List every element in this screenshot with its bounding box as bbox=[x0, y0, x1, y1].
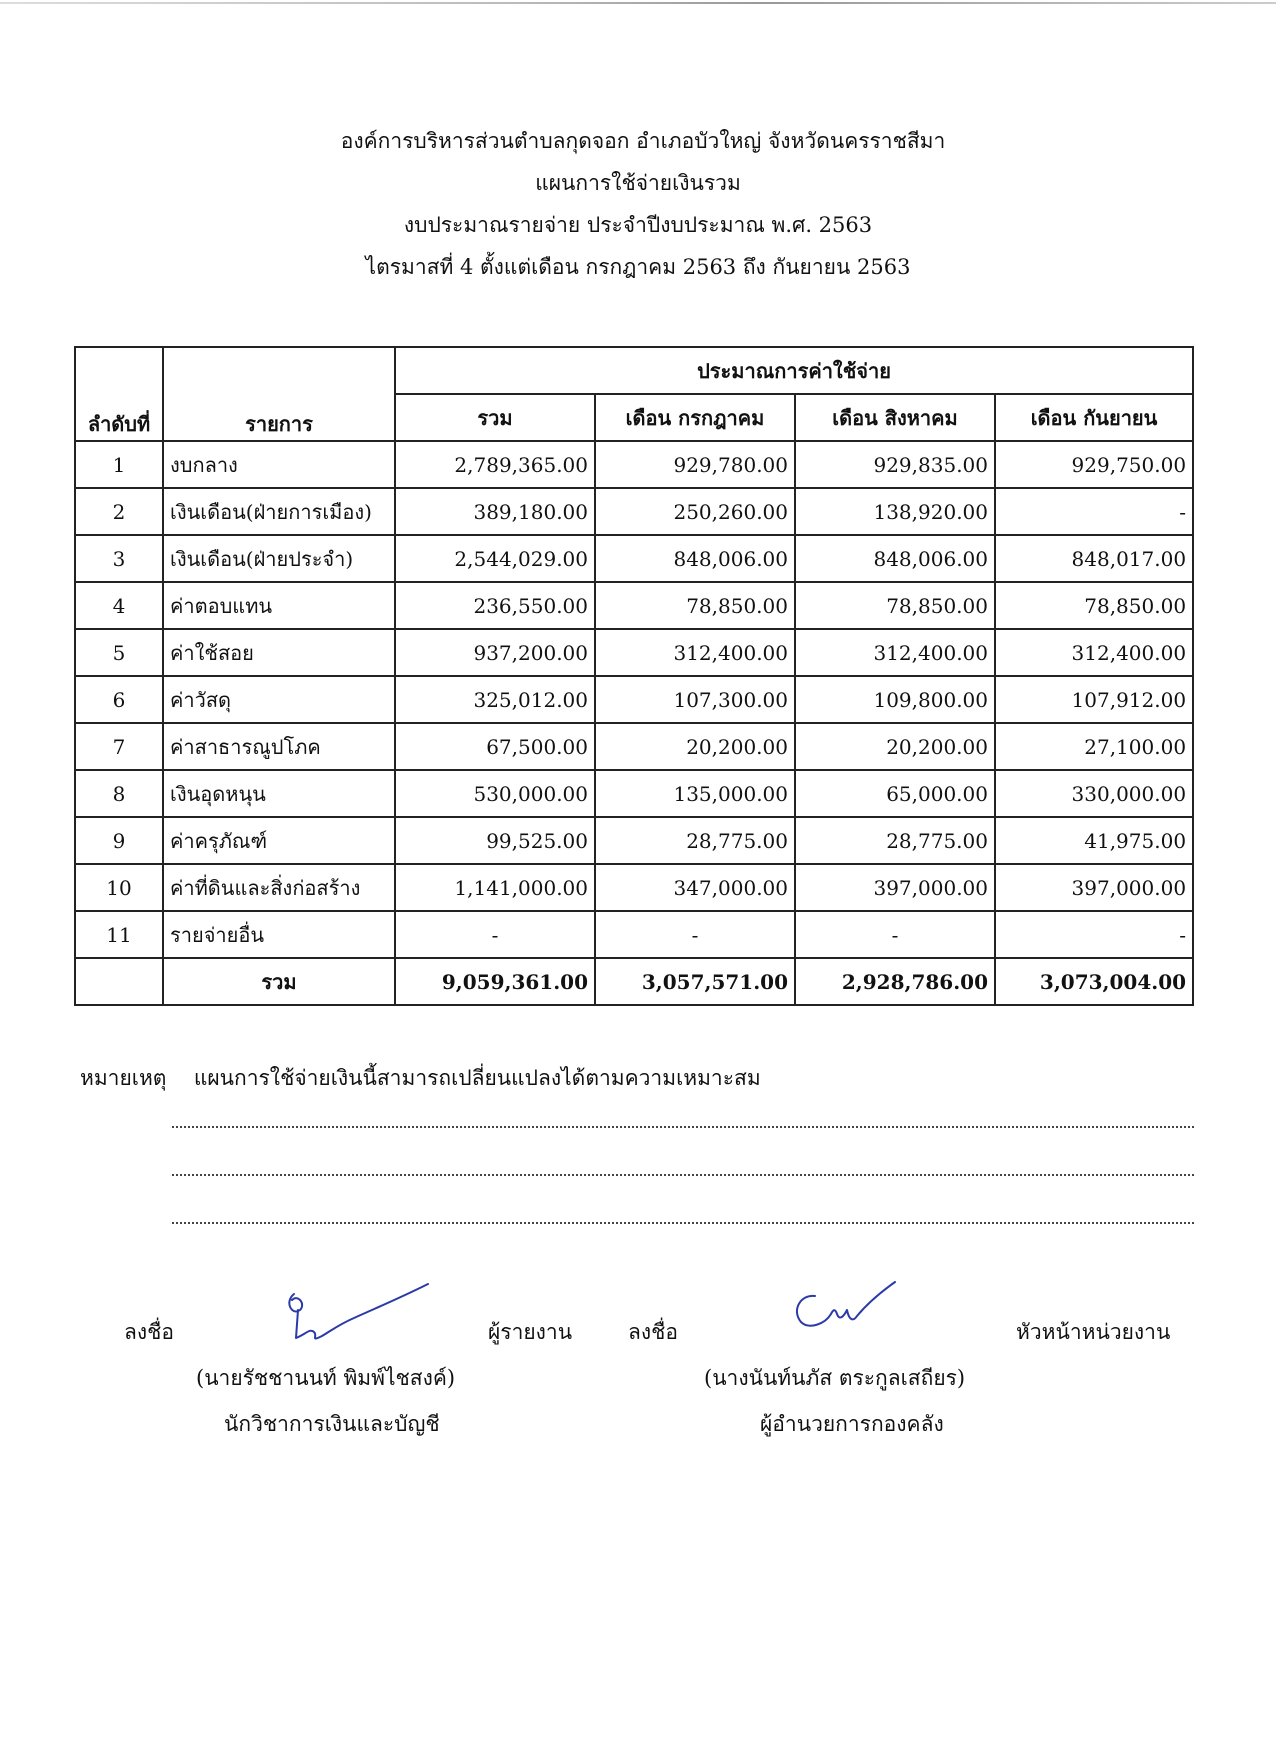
row-september: 330,000.00 bbox=[995, 770, 1193, 817]
col-header-item: รายการ bbox=[163, 347, 395, 441]
row-august: 109,800.00 bbox=[795, 676, 995, 723]
row-july: 929,780.00 bbox=[595, 441, 795, 488]
col-header-total: รวม bbox=[395, 394, 595, 441]
remark-label: หมายเหตุ bbox=[80, 1066, 167, 1090]
row-september: 397,000.00 bbox=[995, 864, 1193, 911]
left-signer-position: นักวิชาการเงินและบัญชี bbox=[224, 1412, 440, 1436]
row-july: 250,260.00 bbox=[595, 488, 795, 535]
row-item: ค่าสาธารณูปโภค bbox=[163, 723, 395, 770]
row-total: 937,200.00 bbox=[395, 629, 595, 676]
row-no: 6 bbox=[75, 676, 163, 723]
row-item: ค่าที่ดินและสิ่งก่อสร้าง bbox=[163, 864, 395, 911]
table-row bbox=[75, 911, 1193, 958]
table-row bbox=[75, 817, 1193, 864]
remark-dotted-line bbox=[172, 1126, 1194, 1128]
row-september: 848,017.00 bbox=[995, 535, 1193, 582]
total-no-cell bbox=[75, 958, 163, 1005]
left-handwritten-signature bbox=[280, 1280, 440, 1350]
row-item: เงินเดือน(ฝ่ายการเมือง) bbox=[163, 488, 395, 535]
row-september: 27,100.00 bbox=[995, 723, 1193, 770]
row-august: 20,200.00 bbox=[795, 723, 995, 770]
remark bbox=[80, 1062, 761, 1095]
document-header bbox=[0, 120, 1276, 288]
total-july: 3,057,571.00 bbox=[595, 958, 795, 1005]
table-total-row bbox=[75, 958, 1193, 1005]
row-july: 78,850.00 bbox=[595, 582, 795, 629]
row-item: ค่าใช้สอย bbox=[163, 629, 395, 676]
row-no: 1 bbox=[75, 441, 163, 488]
col-header-september: เดือน กันยายน bbox=[995, 394, 1193, 441]
row-item: ค่าตอบแทน bbox=[163, 582, 395, 629]
row-total: 389,180.00 bbox=[395, 488, 595, 535]
row-september: 929,750.00 bbox=[995, 441, 1193, 488]
row-august: 929,835.00 bbox=[795, 441, 995, 488]
total-september: 3,073,004.00 bbox=[995, 958, 1193, 1005]
left-sign-label: ลงชื่อ bbox=[124, 1320, 174, 1344]
col-header-july: เดือน กรกฎาคม bbox=[595, 394, 795, 441]
row-august: 312,400.00 bbox=[795, 629, 995, 676]
right-signer-name: (นางนันท์นภัส ตระกูลเสถียร) bbox=[704, 1366, 966, 1390]
row-no: 5 bbox=[75, 629, 163, 676]
right-signer-position: ผู้อำนวยการกองคลัง bbox=[760, 1412, 944, 1436]
row-no: 2 bbox=[75, 488, 163, 535]
row-no: 3 bbox=[75, 535, 163, 582]
row-september: - bbox=[995, 488, 1193, 535]
row-no: 10 bbox=[75, 864, 163, 911]
left-role-suffix: ผู้รายงาน bbox=[488, 1320, 573, 1344]
document-title: แผนการใช้จ่ายเงินรวม bbox=[535, 171, 741, 195]
row-july: 312,400.00 bbox=[595, 629, 795, 676]
row-item: เงินเดือน(ฝ่ายประจำ) bbox=[163, 535, 395, 582]
total-sum: 9,059,361.00 bbox=[395, 958, 595, 1005]
row-total: 325,012.00 bbox=[395, 676, 595, 723]
scan-edge-line bbox=[0, 2, 1276, 4]
row-total: - bbox=[395, 911, 595, 958]
row-september: 41,975.00 bbox=[995, 817, 1193, 864]
table-row bbox=[75, 582, 1193, 629]
row-no: 4 bbox=[75, 582, 163, 629]
col-header-august: เดือน สิงหาคม bbox=[795, 394, 995, 441]
row-august: - bbox=[795, 911, 995, 958]
row-august: 848,006.00 bbox=[795, 535, 995, 582]
row-no: 9 bbox=[75, 817, 163, 864]
table-row bbox=[75, 676, 1193, 723]
row-september: - bbox=[995, 911, 1193, 958]
remark-text: แผนการใช้จ่ายเงินนี้สามารถเปลี่ยนแปลงได้ตามความเหมาะสม bbox=[193, 1066, 761, 1090]
remark-dotted-line bbox=[172, 1222, 1194, 1224]
row-no: 8 bbox=[75, 770, 163, 817]
row-item: ค่าวัสดุ bbox=[163, 676, 395, 723]
table-row bbox=[75, 723, 1193, 770]
row-july: 135,000.00 bbox=[595, 770, 795, 817]
row-july: 107,300.00 bbox=[595, 676, 795, 723]
row-september: 78,850.00 bbox=[995, 582, 1193, 629]
row-july: 28,775.00 bbox=[595, 817, 795, 864]
row-item: งบกลาง bbox=[163, 441, 395, 488]
col-group-header: ประมาณการค่าใช้จ่าย bbox=[395, 347, 1193, 394]
right-handwritten-signature bbox=[785, 1280, 905, 1340]
right-role-suffix: หัวหน้าหน่วยงาน bbox=[1016, 1320, 1171, 1344]
spending-plan-table bbox=[74, 346, 1194, 1006]
table-row bbox=[75, 770, 1193, 817]
row-total: 67,500.00 bbox=[395, 723, 595, 770]
row-august: 78,850.00 bbox=[795, 582, 995, 629]
table-row bbox=[75, 864, 1193, 911]
row-item: ค่าครุภัณฑ์ bbox=[163, 817, 395, 864]
col-header-no: ลำดับที่ bbox=[75, 347, 163, 441]
row-august: 138,920.00 bbox=[795, 488, 995, 535]
row-august: 28,775.00 bbox=[795, 817, 995, 864]
row-august: 397,000.00 bbox=[795, 864, 995, 911]
table-row bbox=[75, 441, 1193, 488]
row-total: 2,789,365.00 bbox=[395, 441, 595, 488]
row-total: 99,525.00 bbox=[395, 817, 595, 864]
left-signer-name: (นายรัชชานนท์ พิมพ์ไชสงค์) bbox=[196, 1366, 456, 1390]
org-name: องค์การบริหารส่วนตำบลกุดจอก อำเภอบัวใหญ่ จังหวัดนครราชสีมา bbox=[340, 129, 946, 153]
row-no: 7 bbox=[75, 723, 163, 770]
row-no: 11 bbox=[75, 911, 163, 958]
budget-year: งบประมาณรายจ่าย ประจำปีงบประมาณ พ.ศ. 2563 bbox=[403, 213, 873, 237]
row-august: 65,000.00 bbox=[795, 770, 995, 817]
total-august: 2,928,786.00 bbox=[795, 958, 995, 1005]
row-september: 312,400.00 bbox=[995, 629, 1193, 676]
row-item: เงินอุดหนุน bbox=[163, 770, 395, 817]
row-july: 848,006.00 bbox=[595, 535, 795, 582]
table-row bbox=[75, 535, 1193, 582]
row-total: 1,141,000.00 bbox=[395, 864, 595, 911]
table-row bbox=[75, 629, 1193, 676]
total-label: รวม bbox=[163, 958, 395, 1005]
row-total: 530,000.00 bbox=[395, 770, 595, 817]
table-row bbox=[75, 488, 1193, 535]
row-item: รายจ่ายอื่น bbox=[163, 911, 395, 958]
row-total: 2,544,029.00 bbox=[395, 535, 595, 582]
row-july: 347,000.00 bbox=[595, 864, 795, 911]
row-july: 20,200.00 bbox=[595, 723, 795, 770]
row-total: 236,550.00 bbox=[395, 582, 595, 629]
right-sign-label: ลงชื่อ bbox=[628, 1320, 678, 1344]
quarter-period: ไตรมาสที่ 4 ตั้งแต่เดือน กรกฎาคม 2563 ถึง กันยายน 2563 bbox=[365, 255, 911, 279]
row-july: - bbox=[595, 911, 795, 958]
row-september: 107,912.00 bbox=[995, 676, 1193, 723]
remark-dotted-line bbox=[172, 1174, 1194, 1176]
